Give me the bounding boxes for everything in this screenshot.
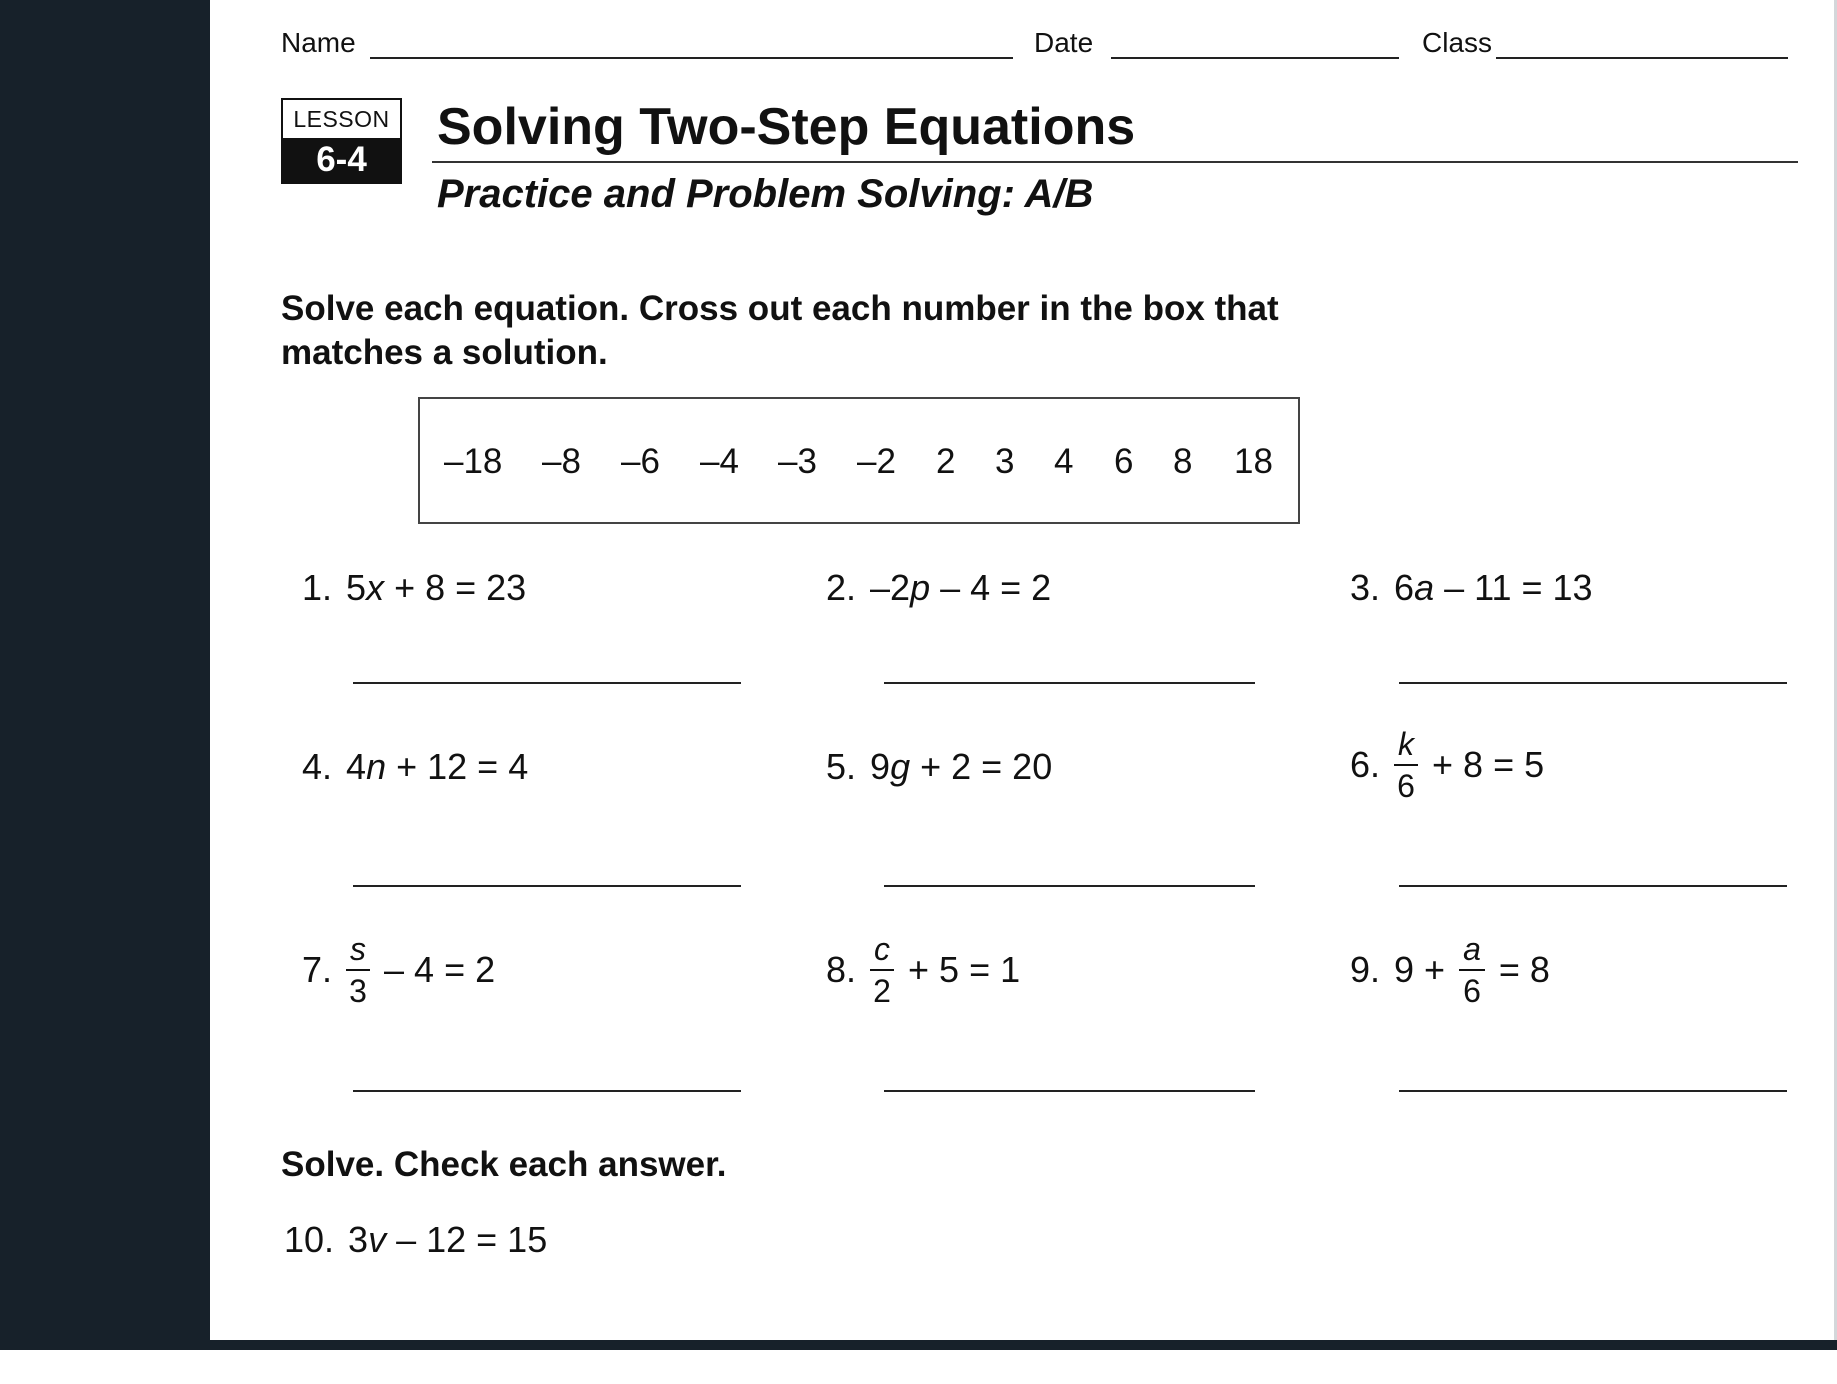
answer-line-2[interactable] <box>884 682 1255 684</box>
fraction: $\frac{c}{2}$ <box>870 933 894 1007</box>
answer-line-7[interactable] <box>353 1090 741 1092</box>
box-number: 6 <box>1114 442 1134 481</box>
lesson-word: LESSON <box>293 106 390 132</box>
equation: + 8 = 5 <box>1432 744 1545 785</box>
equation: –2p – 4 = 2 <box>870 567 1052 608</box>
problem-1 <box>302 566 526 610</box>
answer-line-1[interactable] <box>353 682 741 684</box>
equation: 4n + 12 = 4 <box>346 746 529 787</box>
problem-number: 5. <box>826 746 857 787</box>
equation: 5x + 8 = 23 <box>346 567 527 608</box>
box-number: 3 <box>995 442 1015 481</box>
lesson-badge <box>281 98 402 184</box>
answer-line-8[interactable] <box>884 1090 1255 1092</box>
problem-number: 7. <box>302 949 333 990</box>
problem-6 <box>1350 728 1544 802</box>
name-label: Name <box>281 27 356 58</box>
box-number: 2 <box>936 442 956 481</box>
answer-line-6[interactable] <box>1399 885 1787 887</box>
box-number: –8 <box>542 442 581 481</box>
problem-7 <box>302 933 495 1007</box>
equation: 9g + 2 = 20 <box>870 746 1053 787</box>
problem-number: 6. <box>1350 744 1381 785</box>
problem-3 <box>1350 566 1593 610</box>
problem-number: 4. <box>302 746 333 787</box>
bottom-dark-bar <box>210 1340 1837 1350</box>
box-number: –3 <box>778 442 817 481</box>
box-number: 4 <box>1054 442 1074 481</box>
answer-line-5[interactable] <box>884 885 1255 887</box>
problem-number: 3. <box>1350 567 1381 608</box>
answer-line-9[interactable] <box>1399 1090 1787 1092</box>
title-rule <box>432 161 1798 163</box>
class-line <box>1496 57 1788 59</box>
fraction: $\frac{k}{6}$ <box>1394 728 1418 802</box>
equation: = 8 <box>1498 949 1550 990</box>
equation: 3v – 12 = 15 <box>348 1219 548 1260</box>
problem-5 <box>826 745 1052 789</box>
answer-line-3[interactable] <box>1399 682 1787 684</box>
box-number: –18 <box>444 442 503 481</box>
problem-number: 9. <box>1350 949 1381 990</box>
box-number: –4 <box>700 442 739 481</box>
fraction: $\frac{s}{3}$ <box>346 933 370 1007</box>
box-number: –6 <box>621 442 660 481</box>
page-title: Solving Two-Step Equations <box>437 98 1136 156</box>
name-line <box>370 57 1013 59</box>
lesson-number: 6-4 <box>283 138 400 182</box>
left-dark-panel <box>0 0 210 1350</box>
section-2-instructions: Solve. Check each answer. <box>281 1145 727 1184</box>
problem-number: 10. <box>284 1219 335 1260</box>
date-line <box>1111 57 1399 59</box>
box-number: 8 <box>1173 442 1193 481</box>
equation: 6a – 11 = 13 <box>1394 567 1593 608</box>
problem-number: 2. <box>826 567 857 608</box>
problem-8 <box>826 933 1020 1007</box>
equation: + 5 = 1 <box>908 949 1021 990</box>
answer-line-4[interactable] <box>353 885 741 887</box>
date-label: Date <box>1034 27 1094 58</box>
instructions-line-2: matches a solution. <box>281 333 608 372</box>
box-number: 18 <box>1234 442 1273 481</box>
problem-2 <box>826 566 1051 610</box>
problem-10 <box>284 1218 547 1262</box>
problem-number: 1. <box>302 567 333 608</box>
page-subtitle: Practice and Problem Solving: A/B <box>437 172 1094 216</box>
instructions-line-1: Solve each equation. Cross out each number in the box that <box>281 289 1279 328</box>
problem-number: 8. <box>826 949 857 990</box>
fraction: $\frac{a}{6}$ <box>1459 933 1485 1007</box>
class-label: Class <box>1422 27 1493 58</box>
equation-prefix: 9 + <box>1394 949 1446 990</box>
answer-number-box <box>418 397 1300 524</box>
equation: – 4 = 2 <box>384 949 496 990</box>
box-number: –2 <box>857 442 896 481</box>
problem-9 <box>1350 933 1550 1007</box>
problem-4 <box>302 745 528 789</box>
